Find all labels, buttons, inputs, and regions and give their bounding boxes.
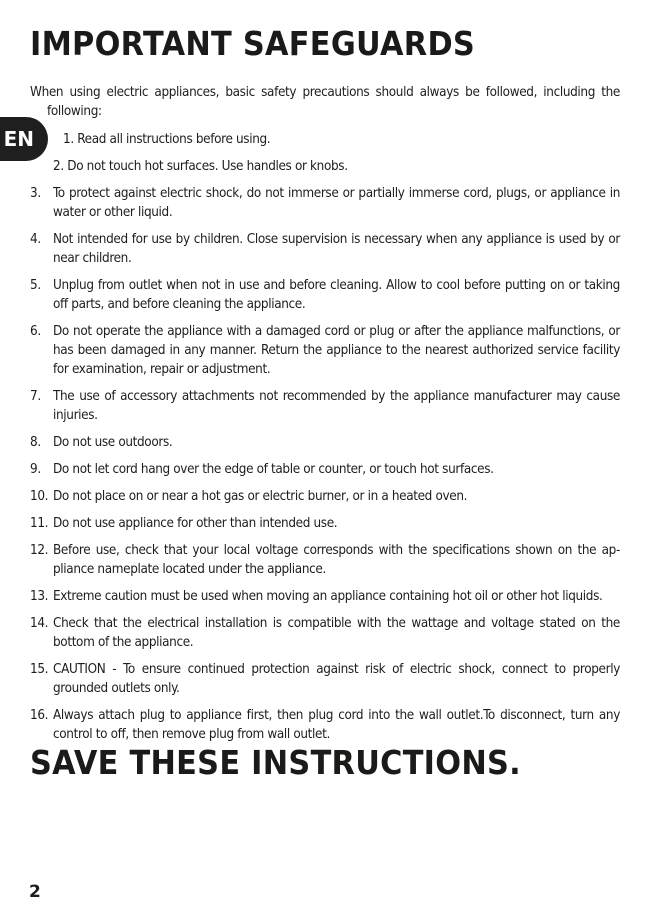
- item-number: 10.: [30, 489, 49, 504]
- item-number: 8.: [30, 435, 41, 450]
- list-item: [30, 322, 620, 379]
- item-number: 14.: [30, 616, 49, 631]
- item-number: 4.: [30, 232, 41, 247]
- list-item: 1. Read all instructions before using.: [63, 132, 271, 147]
- item-text: Check that the electrical installation is compatible with the wattage and voltage stated on the bottom of the appliance.: [53, 616, 620, 650]
- closing-heading: SAVE THESE INSTRUCTIONS.: [30, 743, 521, 782]
- item-text: Do not use outdoors.: [53, 435, 173, 450]
- item-number: 11.: [30, 516, 49, 531]
- item-number: 12.: [30, 543, 49, 558]
- list-item: [30, 514, 620, 533]
- list-item: [30, 487, 620, 506]
- item-text: Do not use appliance for other than intended use.: [53, 516, 338, 531]
- list-item: [30, 706, 620, 744]
- item-text: Extreme caution must be used when moving an appliance containing hot oil or other hot liquids.: [53, 589, 603, 604]
- list-item: [30, 230, 620, 268]
- list-item: [30, 660, 620, 698]
- list-item: [30, 184, 620, 222]
- item-number: 16.: [30, 708, 49, 723]
- list-item: [30, 387, 620, 425]
- safeguards-list: [30, 184, 620, 744]
- language-tab: EN: [0, 117, 48, 161]
- item-text: Unplug from outlet when not in use and before cleaning. Allow to cool before putting on or taking off parts, and before cleaning the appliance.: [53, 278, 620, 312]
- item-text: To protect against electric shock, do not immerse or partially immerse cord, plugs, or appliance in water or other liquid.: [53, 186, 620, 220]
- list-item: [30, 433, 620, 452]
- intro-paragraph: When using electric appliances, basic safety precautions should always be followed, including the following:: [30, 85, 620, 119]
- item-text: CAUTION - To ensure continued protection against risk of electric shock, connect to properly grounded outlets only.: [53, 662, 620, 696]
- page-number: 2: [29, 882, 41, 902]
- list-item: [30, 587, 620, 606]
- item-text: Always attach plug to appliance first, then plug cord into the wall outlet.To disconnect, turn any control to off, then remove plug from wall outlet.: [53, 708, 620, 742]
- item-number: 5.: [30, 278, 41, 293]
- item-text: Do not operate the appliance with a damaged cord or plug or after the appliance malfunctions, or has been damaged in any manner. Return the appliance to the nearest authorized service facility for examination, repair or adjustment.: [53, 324, 620, 377]
- safeguards-content: [30, 83, 620, 752]
- page-title: IMPORTANT SAFEGUARDS: [30, 24, 476, 63]
- item-text: Do not let cord hang over the edge of table or counter, or touch hot surfaces.: [53, 462, 494, 477]
- list-item: [30, 541, 620, 579]
- item-number: 6.: [30, 324, 41, 339]
- list-item: [30, 276, 620, 314]
- item-number: 7.: [30, 389, 41, 404]
- list-item: [30, 460, 620, 479]
- item-number: 3.: [30, 186, 41, 201]
- item-text: Not intended for use by children. Close supervision is necessary when any appliance is used by or near children.: [53, 232, 620, 266]
- item-text: Do not place on or near a hot gas or electric burner, or in a heated oven.: [53, 489, 468, 504]
- item-text: Before use, check that your local voltage corresponds with the specifications shown on the ap-pliance nameplate located under the appliance.: [53, 543, 620, 577]
- list-item: [30, 614, 620, 652]
- list-item: 2. Do not touch hot surfaces. Use handles or knobs.: [53, 159, 348, 174]
- item-number: 13.: [30, 589, 49, 604]
- item-number: 9.: [30, 462, 41, 477]
- item-number: 15.: [30, 662, 49, 677]
- item-text: The use of accessory attachments not recommended by the appliance manufacturer may cause injuries.: [53, 389, 620, 423]
